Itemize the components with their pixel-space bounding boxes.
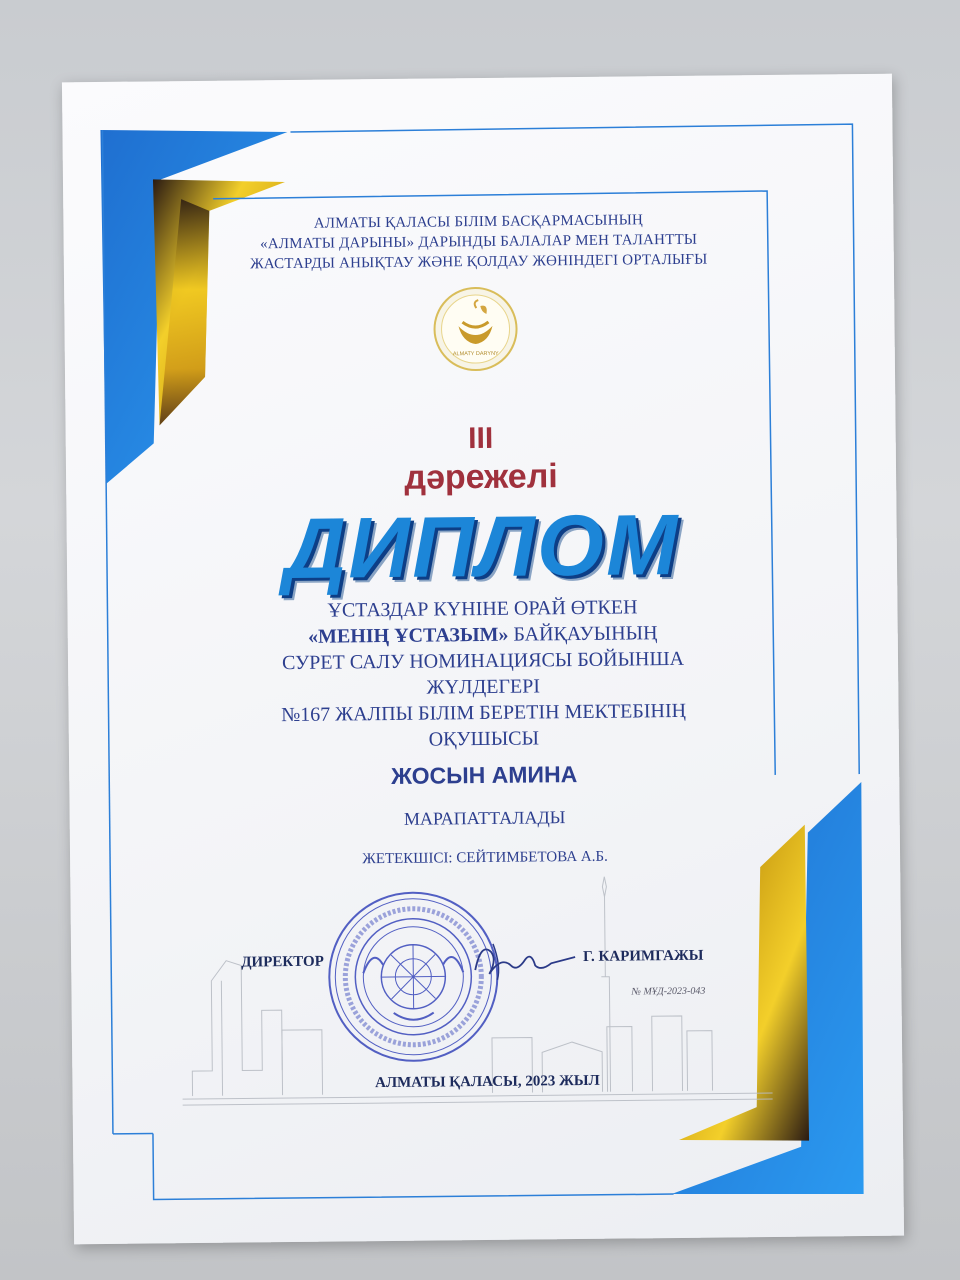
degree-number: III: [468, 421, 494, 456]
director-label: ДИРЕКТОР: [241, 953, 324, 971]
degree-word: дәрежелі: [404, 457, 558, 497]
diploma-sheet: [62, 74, 904, 1245]
logo-text: ALMATY DARYNY: [452, 350, 499, 358]
diploma-title: ДИПЛОМ: [283, 496, 681, 598]
header-line-1: АЛМАТЫ ҚАЛАСЫ БІЛІМ БАСҚАРМАСЫНЫҢ: [313, 212, 644, 232]
director-signature-icon: [471, 935, 581, 984]
header-line-3: ЖАСТАРДЫ АНЫҚТАУ ЖӘНЕ ҚОЛДАУ ЖӨНІНДЕГІ ОРТАЛЫҒЫ: [250, 251, 708, 273]
document-number: № МҰД-2023-043: [631, 985, 706, 998]
almaty-daryny-logo-icon: [432, 286, 519, 373]
body-line-1: ҰСТАЗДАР КҮНІНЕ ОРАЙ ӨТКЕН: [327, 596, 638, 622]
body-line-3: СУРЕТ САЛУ НОМИНАЦИЯСЫ БОЙЫНША: [281, 647, 685, 675]
student-name: ЖОСЫН АМИНА: [391, 761, 578, 789]
body-line-2-rest: БАЙҚАУЫНЫҢ: [508, 622, 658, 646]
awarded-text: МАРАПАТТАЛАДЫ: [403, 807, 566, 829]
contest-name: «МЕНІҢ ҰСТАЗЫМ»: [307, 623, 509, 648]
header-line-2: «АЛМАТЫ ДАРЫНЫ» ДАРЫНДЫ БАЛАЛАР МЕН ТАЛАНТТЫ: [259, 231, 698, 253]
supervisor-text: ЖЕТЕКШІСІ: СЕЙТИМБЕТОВА А.Б.: [362, 848, 608, 868]
body-line-6: ОҚУШЫСЫ: [428, 727, 540, 751]
footer-city-year: АЛМАТЫ ҚАЛАСЫ, 2023 ЖЫЛ: [375, 1072, 600, 1092]
director-name: Г. КАРИМГАЖЫ: [583, 947, 704, 965]
body-line-4: ЖҮЛДЕГЕРІ: [426, 675, 541, 699]
body-line-5: №167 ЖАЛПЫ БІЛІМ БЕРЕТІН МЕКТЕБІНІҢ: [281, 699, 687, 727]
